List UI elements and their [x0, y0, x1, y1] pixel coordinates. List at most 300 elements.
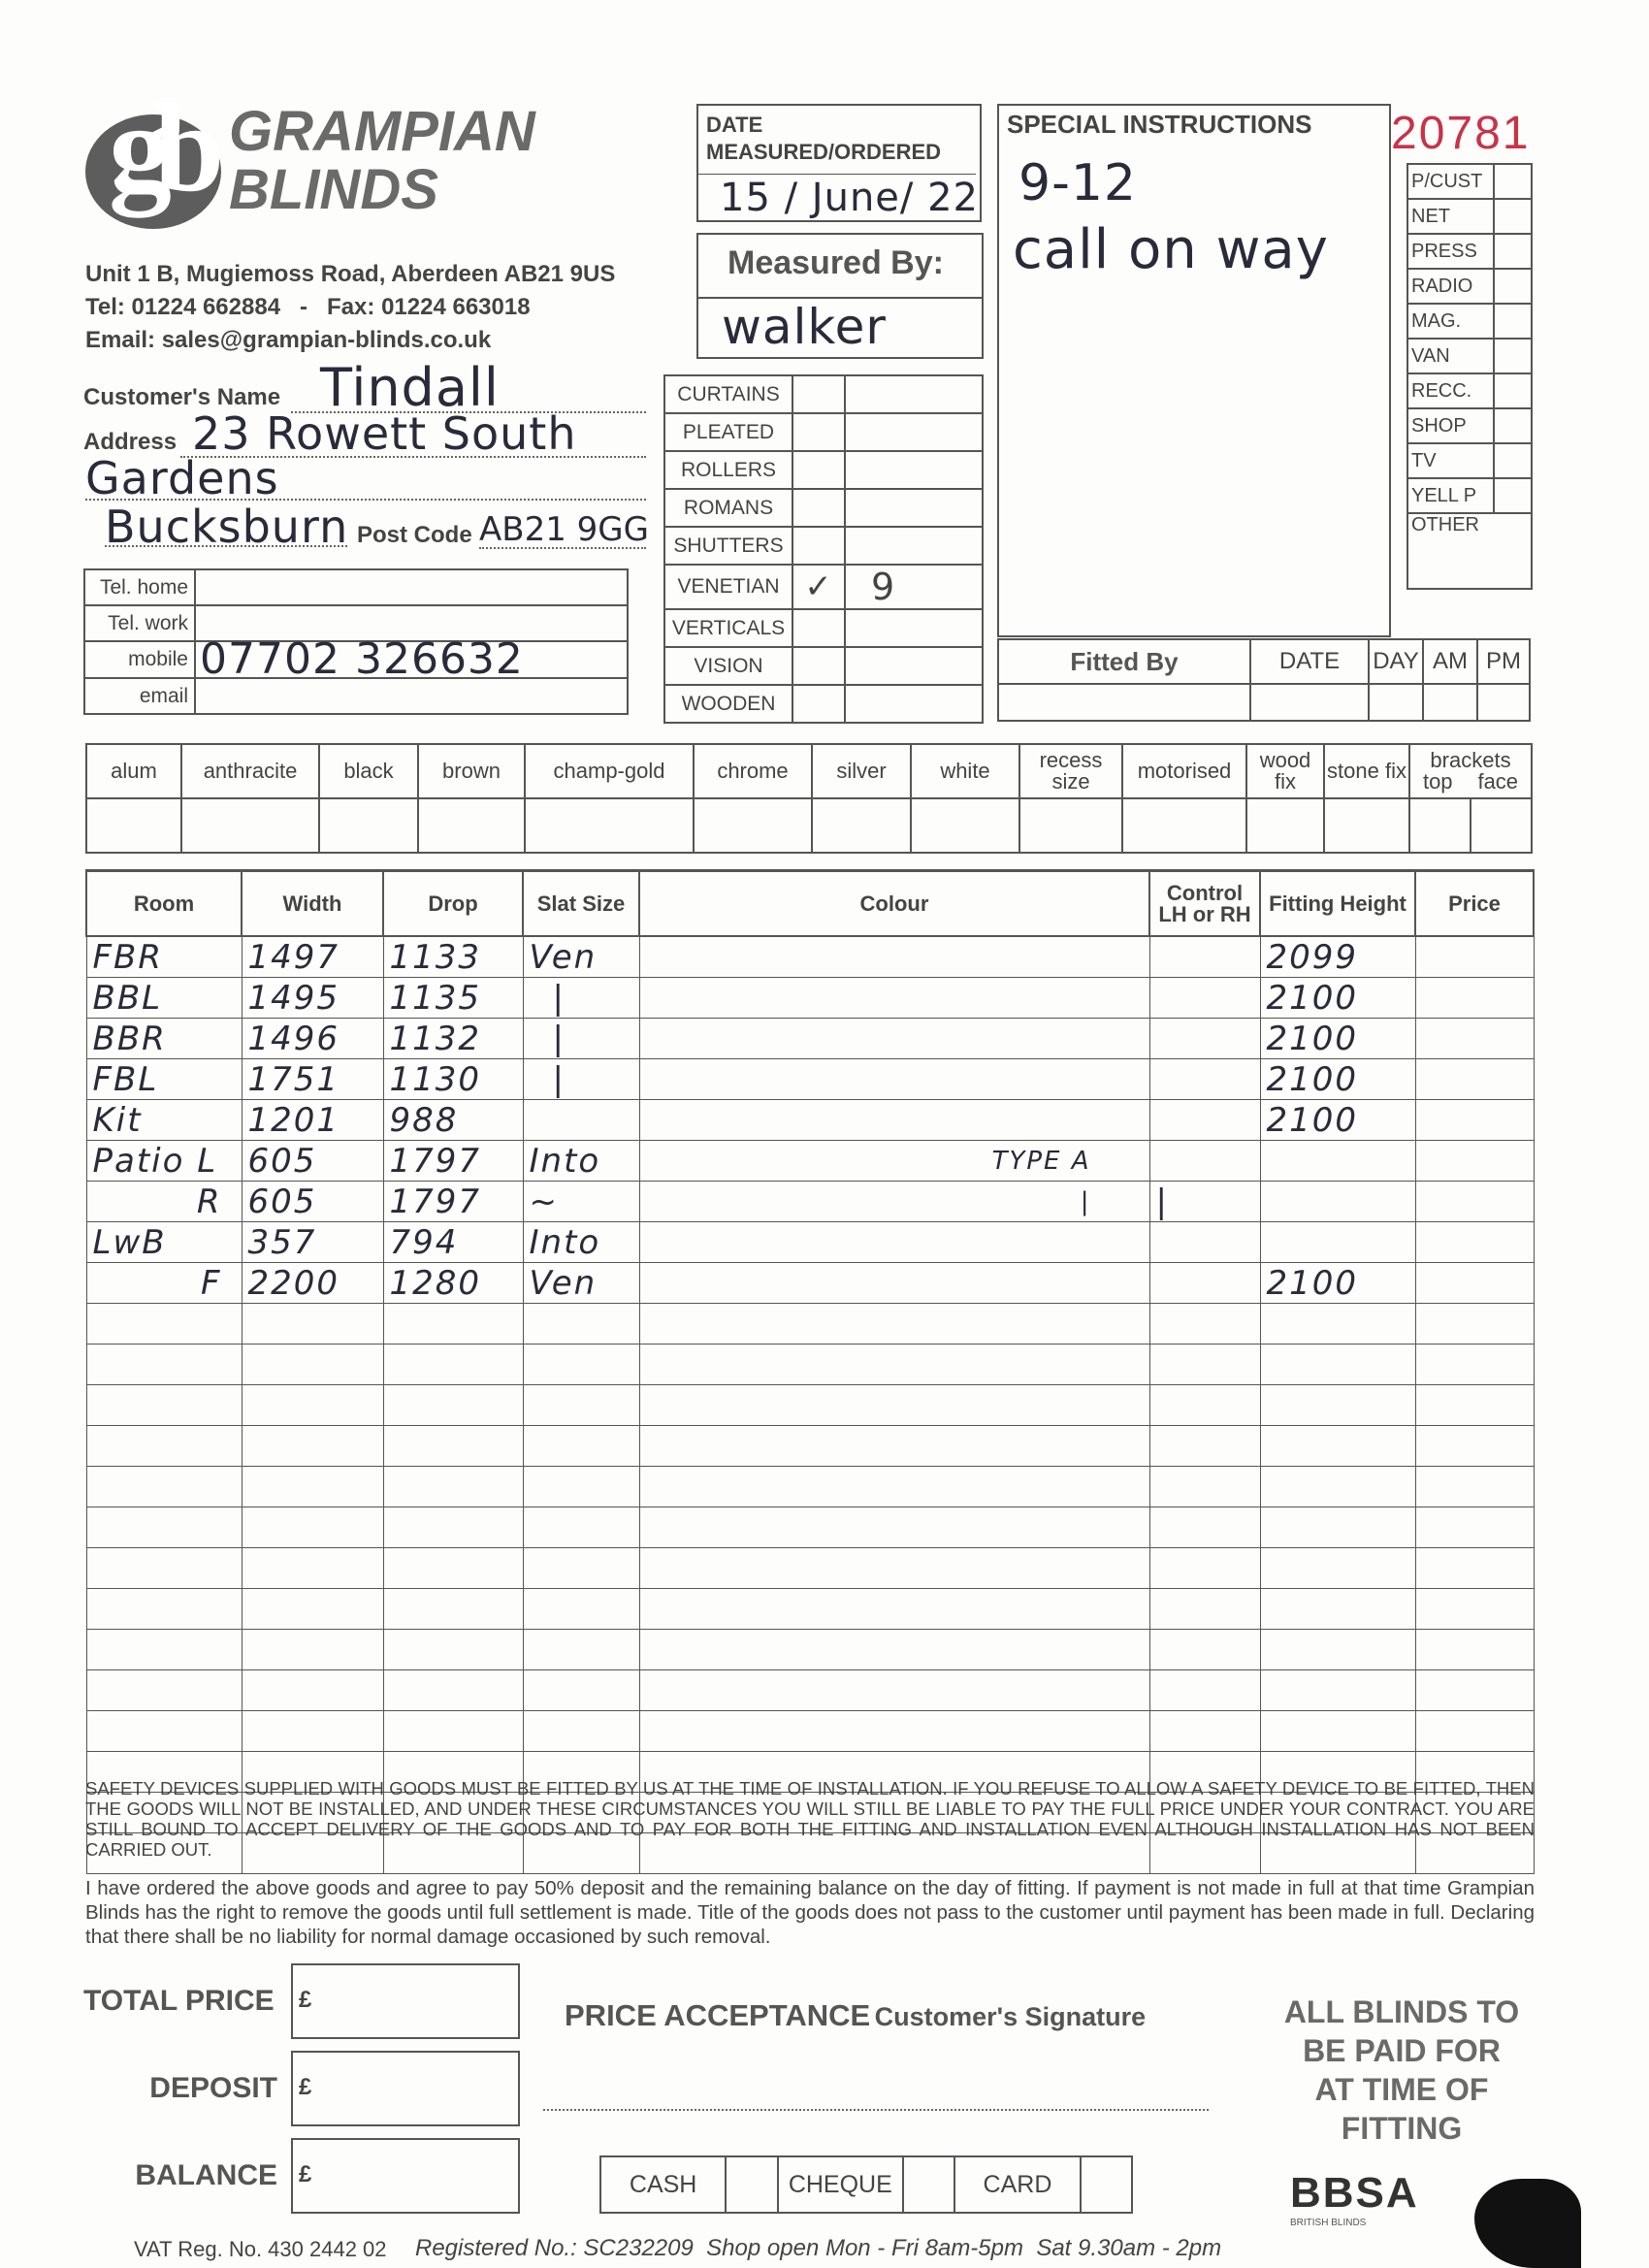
order-cell-room[interactable] — [86, 1385, 242, 1426]
total-currency: £ — [299, 1987, 312, 2013]
colour-option-label: chrome — [694, 744, 812, 798]
blind-type-tick[interactable] — [792, 375, 845, 413]
order-cell-slat[interactable]: Into — [523, 1141, 639, 1182]
order-row — [86, 1630, 1534, 1670]
order-cell-width[interactable]: 605 — [242, 1182, 383, 1222]
order-cell-colour[interactable] — [639, 1304, 1149, 1345]
order-row — [86, 1711, 1534, 1752]
order-cell-slat[interactable] — [523, 1385, 639, 1426]
order-cell-slat[interactable] — [523, 1100, 639, 1141]
order-cell-room[interactable]: Patio L — [86, 1141, 242, 1182]
order-cell-height[interactable]: 2099 — [1260, 936, 1415, 978]
order-cell-drop[interactable] — [383, 1426, 523, 1467]
order-cell-control[interactable] — [1149, 1630, 1260, 1670]
order-cell-slat[interactable] — [523, 1345, 639, 1385]
colour-option-label: stone fix — [1324, 744, 1409, 798]
source-row — [1407, 304, 1532, 339]
payment-method-checkbox[interactable] — [903, 2156, 954, 2213]
order-cell-colour[interactable] — [639, 1507, 1149, 1548]
order-cell-height[interactable] — [1260, 1711, 1415, 1752]
order-cell-height[interactable] — [1260, 1385, 1415, 1426]
order-cell-width[interactable]: 1497 — [242, 936, 383, 978]
order-cell-width[interactable] — [242, 1345, 383, 1385]
order-cell-height[interactable] — [1260, 1548, 1415, 1589]
colour-option-tick[interactable] — [1324, 798, 1409, 853]
order-cell-drop[interactable] — [383, 1548, 523, 1589]
order-cell-price[interactable] — [1415, 1019, 1534, 1059]
order-cell-room[interactable] — [86, 1711, 242, 1752]
order-cell-height[interactable] — [1260, 1670, 1415, 1711]
colour-option-tick[interactable] — [1246, 798, 1324, 853]
order-cell-price[interactable] — [1415, 1182, 1534, 1222]
order-cell-control[interactable] — [1149, 1507, 1260, 1548]
order-cell-room[interactable]: FBR — [86, 936, 242, 978]
order-cell-width[interactable] — [242, 1589, 383, 1630]
blind-type-row — [664, 451, 983, 489]
deposit-currency: £ — [299, 2074, 312, 2100]
order-cell-drop[interactable] — [383, 1711, 523, 1752]
logo-mark: gb — [109, 79, 208, 218]
order-cell-width[interactable]: 357 — [242, 1222, 383, 1263]
order-cell-slat[interactable] — [523, 1711, 639, 1752]
order-cell-height[interactable] — [1260, 1141, 1415, 1182]
colour-option-tick[interactable] — [1019, 798, 1122, 853]
colour-option-tick[interactable] — [525, 798, 694, 853]
notice-line-4: FITTING — [1341, 2111, 1463, 2146]
order-cell-room[interactable]: LwB — [86, 1222, 242, 1263]
fitted-day-value[interactable] — [1369, 684, 1423, 721]
order-cell-room[interactable] — [86, 1467, 242, 1507]
phone-label: mobile — [84, 641, 195, 678]
registered-info: Registered No.: SC232209 Shop open Mon - Fri 8am-5pm Sat 9.30am - 2pm — [415, 2235, 1222, 2261]
order-cell-height[interactable] — [1260, 1345, 1415, 1385]
colour-option-label: silver — [812, 744, 911, 798]
payment-method-label: CARD — [954, 2156, 1080, 2213]
order-cell-drop[interactable]: 1133 — [383, 936, 523, 978]
order-cell-width[interactable] — [242, 1385, 383, 1426]
date-label: DATE MEASURED/ORDERED — [706, 113, 942, 164]
deposit-box[interactable] — [291, 2051, 520, 2126]
order-cell-colour[interactable] — [639, 1670, 1149, 1711]
order-cell-colour[interactable] — [639, 1548, 1149, 1589]
order-cell-price[interactable] — [1415, 1100, 1534, 1141]
order-column-header: Colour — [639, 871, 1149, 937]
order-row — [86, 1548, 1534, 1589]
order-cell-control[interactable]: | — [1149, 1182, 1260, 1222]
order-cell-height[interactable] — [1260, 1426, 1415, 1467]
blind-type-label: PLEATED — [664, 413, 792, 451]
order-cell-slat[interactable] — [523, 1304, 639, 1345]
order-cell-control[interactable] — [1149, 1222, 1260, 1263]
order-cell-drop[interactable]: 1130 — [383, 1059, 523, 1100]
order-cell-height[interactable] — [1260, 1304, 1415, 1345]
order-cell-price[interactable] — [1415, 1304, 1534, 1345]
blind-type-row — [664, 647, 983, 685]
order-cell-colour[interactable] — [639, 1630, 1149, 1670]
order-table — [85, 869, 1535, 1874]
order-cell-drop[interactable]: 988 — [383, 1100, 523, 1141]
source-checkbox[interactable] — [1494, 164, 1532, 199]
special-instructions-line1[interactable]: 9-12 — [1018, 154, 1138, 212]
order-cell-control[interactable] — [1149, 1385, 1260, 1426]
blind-type-tick[interactable] — [792, 609, 845, 647]
order-cell-colour[interactable] — [639, 1711, 1149, 1752]
blind-type-row — [664, 375, 983, 413]
order-cell-width[interactable]: 1201 — [242, 1100, 383, 1141]
source-checkbox[interactable] — [1494, 269, 1532, 304]
order-cell-room[interactable] — [86, 1548, 242, 1589]
order-cell-drop[interactable] — [383, 1467, 523, 1507]
order-cell-room[interactable]: FBL — [86, 1059, 242, 1100]
order-cell-price[interactable] — [1415, 1589, 1534, 1630]
blind-type-qty[interactable] — [845, 451, 983, 489]
postcode-value[interactable]: AB21 9GG — [479, 510, 649, 549]
order-cell-slat[interactable] — [523, 1426, 639, 1467]
brackets-title: brackets — [1430, 748, 1511, 772]
order-cell-room[interactable] — [86, 1345, 242, 1385]
colour-option-tick[interactable] — [1122, 798, 1246, 853]
fitted-day-label: DAY — [1369, 639, 1423, 684]
order-cell-height[interactable] — [1260, 1182, 1415, 1222]
order-cell-control[interactable] — [1149, 1548, 1260, 1589]
order-cell-slat[interactable] — [523, 1507, 639, 1548]
order-cell-control[interactable] — [1149, 1141, 1260, 1182]
order-cell-control[interactable] — [1149, 1263, 1260, 1304]
blind-type-qty[interactable] — [845, 375, 983, 413]
order-cell-price[interactable] — [1415, 1385, 1534, 1426]
fitted-by-table — [997, 638, 1531, 722]
fitted-am-value[interactable] — [1423, 684, 1477, 721]
blind-type-tick[interactable] — [792, 685, 845, 723]
colour-option-tick[interactable] — [1409, 798, 1471, 853]
order-row — [86, 1141, 1534, 1182]
payment-methods — [599, 2155, 1133, 2214]
order-cell-colour[interactable]: | — [639, 1182, 1149, 1222]
payment-method-checkbox[interactable] — [1081, 2156, 1132, 2213]
colour-option-label: white — [911, 744, 1019, 798]
special-instructions-box — [997, 104, 1391, 637]
brackets-label — [1409, 744, 1532, 798]
colour-option-tick[interactable] — [911, 798, 1019, 853]
total-price-box[interactable] — [291, 1963, 520, 2039]
order-cell-price[interactable] — [1415, 1507, 1534, 1548]
order-cell-control[interactable] — [1149, 1711, 1260, 1752]
order-cell-control[interactable] — [1149, 936, 1260, 978]
source-checkbox[interactable] — [1494, 478, 1532, 513]
source-checkbox[interactable] — [1494, 304, 1532, 339]
blind-type-tick[interactable] — [792, 413, 845, 451]
order-cell-room[interactable] — [86, 1670, 242, 1711]
blind-type-label: SHUTTERS — [664, 527, 792, 565]
order-cell-price[interactable] — [1415, 1059, 1534, 1100]
order-cell-height[interactable]: 2100 — [1260, 978, 1415, 1019]
order-cell-width[interactable] — [242, 1467, 383, 1507]
order-cell-room[interactable] — [86, 1589, 242, 1630]
order-cell-control[interactable] — [1149, 1589, 1260, 1630]
order-cell-control[interactable] — [1149, 1670, 1260, 1711]
order-cell-control[interactable] — [1149, 1019, 1260, 1059]
order-cell-slat[interactable]: | — [523, 1019, 639, 1059]
source-checkbox[interactable] — [1494, 373, 1532, 408]
postcode-label: Post Code — [357, 522, 472, 548]
payment-method-label: CASH — [600, 2156, 726, 2213]
order-cell-colour[interactable] — [639, 978, 1149, 1019]
order-cell-width[interactable] — [242, 1548, 383, 1589]
order-cell-width[interactable]: 605 — [242, 1141, 383, 1182]
blind-type-qty[interactable] — [845, 413, 983, 451]
address-label: Address — [83, 429, 178, 455]
colour-option-label: black — [319, 744, 418, 798]
blind-type-label: ROLLERS — [664, 451, 792, 489]
order-cell-price[interactable] — [1415, 1345, 1534, 1385]
source-row — [1407, 373, 1532, 408]
order-cell-drop[interactable]: 1132 — [383, 1019, 523, 1059]
order-cell-room[interactable] — [86, 1426, 242, 1467]
blind-type-label: WOODEN — [664, 685, 792, 723]
source-row — [1407, 199, 1532, 234]
phone-value[interactable] — [195, 569, 628, 605]
order-cell-height[interactable] — [1260, 1507, 1415, 1548]
blind-type-label: ROMANS — [664, 489, 792, 527]
order-cell-room[interactable]: BBL — [86, 978, 242, 1019]
colour-option-tick[interactable] — [181, 798, 319, 853]
order-row — [86, 1222, 1534, 1263]
order-cell-drop[interactable]: 1135 — [383, 978, 523, 1019]
order-cell-price[interactable] — [1415, 1141, 1534, 1182]
order-cell-height[interactable] — [1260, 1589, 1415, 1630]
colour-option-tick[interactable] — [812, 798, 911, 853]
fitted-date-value[interactable] — [1250, 684, 1369, 721]
blind-type-tick[interactable] — [792, 451, 845, 489]
order-row — [86, 1345, 1534, 1385]
order-row — [86, 978, 1534, 1019]
order-cell-width[interactable]: 1495 — [242, 978, 383, 1019]
special-instructions-line2[interactable]: call on way — [1013, 218, 1329, 281]
colour-option-tick[interactable] — [1471, 798, 1532, 853]
order-cell-width[interactable] — [242, 1426, 383, 1467]
order-cell-slat[interactable]: ~ — [523, 1182, 639, 1222]
blind-type-qty[interactable]: 9 — [845, 565, 983, 609]
order-cell-colour[interactable] — [639, 1467, 1149, 1507]
order-cell-control[interactable] — [1149, 978, 1260, 1019]
order-cell-control[interactable] — [1149, 1426, 1260, 1467]
blind-type-label: VISION — [664, 647, 792, 685]
order-cell-slat[interactable]: Into — [523, 1222, 639, 1263]
order-cell-drop[interactable]: 1280 — [383, 1263, 523, 1304]
order-cell-slat[interactable]: | — [523, 1059, 639, 1100]
order-row — [86, 1385, 1534, 1426]
source-checkbox[interactable] — [1494, 234, 1532, 269]
notice-line-1: ALL BLINDS TO — [1283, 1994, 1520, 2029]
source-checkbox[interactable] — [1494, 199, 1532, 234]
order-cell-slat[interactable]: Ven — [523, 1263, 639, 1304]
blind-type-tick[interactable]: ✓ — [792, 565, 845, 609]
source-label: VAN — [1407, 339, 1494, 373]
order-cell-width[interactable] — [242, 1630, 383, 1670]
blind-type-row — [664, 685, 983, 723]
customer-name-label: Customer's Name — [83, 384, 281, 410]
order-cell-colour[interactable] — [639, 1426, 1149, 1467]
order-cell-price[interactable] — [1415, 1711, 1534, 1752]
measured-by-label: Measured By: — [728, 244, 944, 281]
order-cell-room[interactable]: Kit — [86, 1100, 242, 1141]
order-cell-colour[interactable] — [639, 1345, 1149, 1385]
payment-row — [600, 2156, 1132, 2213]
colour-option-tick[interactable] — [418, 798, 525, 853]
order-cell-colour[interactable] — [639, 1059, 1149, 1100]
order-cell-price[interactable] — [1415, 1670, 1534, 1711]
order-cell-room[interactable] — [86, 1630, 242, 1670]
order-cell-price[interactable] — [1415, 936, 1534, 978]
order-cell-price[interactable] — [1415, 978, 1534, 1019]
order-cell-slat[interactable] — [523, 1467, 639, 1507]
order-cell-control[interactable] — [1149, 1059, 1260, 1100]
order-cell-height[interactable] — [1260, 1222, 1415, 1263]
order-cell-width[interactable]: 2200 — [242, 1263, 383, 1304]
order-cell-drop[interactable] — [383, 1507, 523, 1548]
order-cell-price[interactable] — [1415, 1630, 1534, 1670]
blind-type-label: VERTICALS — [664, 609, 792, 647]
company-phone: Tel: 01224 662884 - Fax: 01224 663018 — [85, 294, 531, 320]
order-cell-control[interactable] — [1149, 1304, 1260, 1345]
blind-type-tick[interactable] — [792, 527, 845, 565]
fitted-by-value[interactable] — [998, 684, 1250, 721]
order-cell-control[interactable] — [1149, 1467, 1260, 1507]
order-cell-room[interactable] — [86, 1304, 242, 1345]
order-cell-drop[interactable] — [383, 1345, 523, 1385]
blind-type-tick[interactable] — [792, 489, 845, 527]
order-cell-room[interactable]: F — [86, 1263, 242, 1304]
order-cell-colour[interactable] — [639, 1589, 1149, 1630]
order-cell-width[interactable] — [242, 1507, 383, 1548]
company-name — [229, 100, 535, 221]
special-instructions-label: SPECIAL INSTRUCTIONS — [1007, 110, 1312, 139]
blind-type-tick[interactable] — [792, 647, 845, 685]
order-cell-slat[interactable]: | — [523, 978, 639, 1019]
blind-type-row — [664, 527, 983, 565]
address-value-3[interactable]: Bucksburn — [105, 501, 349, 553]
source-label: RADIO — [1407, 269, 1494, 304]
order-cell-slat[interactable] — [523, 1589, 639, 1630]
blind-type-qty[interactable] — [845, 609, 983, 647]
signature-line[interactable] — [543, 2109, 1209, 2111]
order-header-row — [86, 871, 1534, 937]
order-cell-colour[interactable] — [639, 1263, 1149, 1304]
order-row — [86, 1670, 1534, 1711]
order-cell-control[interactable] — [1149, 1100, 1260, 1141]
order-cell-height[interactable]: 2100 — [1260, 1019, 1415, 1059]
order-cell-width[interactable]: 1496 — [242, 1019, 383, 1059]
order-column-header: Drop — [383, 871, 523, 937]
order-cell-width[interactable] — [242, 1711, 383, 1752]
fitted-pm-value[interactable] — [1477, 684, 1530, 721]
order-cell-drop[interactable]: 1797 — [383, 1182, 523, 1222]
bracket-top-label: top — [1422, 769, 1453, 794]
order-cell-price[interactable] — [1415, 1548, 1534, 1589]
order-cell-room[interactable]: BBR — [86, 1019, 242, 1059]
order-row — [86, 1263, 1534, 1304]
phone-row — [84, 569, 628, 605]
order-cell-price[interactable] — [1415, 1222, 1534, 1263]
source-row — [1407, 443, 1532, 478]
colour-option-tick[interactable] — [86, 798, 181, 853]
source-checkbox[interactable] — [1494, 443, 1532, 478]
blind-type-qty[interactable] — [845, 489, 983, 527]
order-cell-colour[interactable] — [639, 1222, 1149, 1263]
order-cell-width[interactable] — [242, 1304, 383, 1345]
order-cell-drop[interactable] — [383, 1589, 523, 1630]
balance-box[interactable] — [291, 2138, 520, 2214]
blind-type-row — [664, 609, 983, 647]
order-cell-height[interactable] — [1260, 1630, 1415, 1670]
order-cell-price[interactable] — [1415, 1467, 1534, 1507]
blind-type-qty[interactable] — [845, 647, 983, 685]
order-cell-colour[interactable] — [639, 1385, 1149, 1426]
order-cell-price[interactable] — [1415, 1426, 1534, 1467]
order-column-header: Fitting Height — [1260, 871, 1415, 937]
order-cell-colour[interactable] — [639, 1019, 1149, 1059]
colour-option-tick[interactable] — [694, 798, 812, 853]
phone-value[interactable]: 07702 326632 — [195, 641, 628, 678]
price-acceptance — [565, 1998, 1146, 2033]
source-checkbox[interactable] — [1494, 339, 1532, 373]
order-cell-price[interactable] — [1415, 1263, 1534, 1304]
source-label: NET — [1407, 199, 1494, 234]
deposit-label: DEPOSIT — [149, 2072, 277, 2104]
order-cell-height[interactable]: 2100 — [1260, 1263, 1415, 1304]
order-cell-control[interactable] — [1149, 1345, 1260, 1385]
order-cell-drop[interactable] — [383, 1670, 523, 1711]
customer-name[interactable]: Tindall — [320, 357, 500, 418]
order-cell-height[interactable] — [1260, 1467, 1415, 1507]
order-cell-slat[interactable] — [523, 1630, 639, 1670]
source-label: PRESS — [1407, 234, 1494, 269]
order-cell-height[interactable]: 2100 — [1260, 1059, 1415, 1100]
blind-type-qty[interactable] — [845, 685, 983, 723]
order-cell-colour[interactable]: TYPE A — [639, 1141, 1149, 1182]
order-cell-room[interactable] — [86, 1507, 242, 1548]
order-cell-drop[interactable] — [383, 1385, 523, 1426]
colour-option-tick[interactable] — [319, 798, 418, 853]
order-cell-drop[interactable]: 794 — [383, 1222, 523, 1263]
order-cell-colour[interactable] — [639, 1100, 1149, 1141]
blind-types-table — [663, 374, 984, 724]
address-value-1[interactable]: 23 Rowett South — [192, 407, 577, 460]
date-value[interactable]: 15 / June/ 22 — [720, 176, 980, 220]
order-cell-colour[interactable] — [639, 936, 1149, 978]
order-cell-height[interactable]: 2100 — [1260, 1100, 1415, 1141]
order-cell-drop[interactable]: 1797 — [383, 1141, 523, 1182]
colour-option-label: champ-gold — [525, 744, 694, 798]
order-cell-slat[interactable]: Ven — [523, 936, 639, 978]
measured-by-value[interactable]: walker — [722, 299, 887, 355]
payment-notice — [1251, 1993, 1552, 2148]
colour-tick-row — [86, 798, 1532, 853]
fitted-by-label: Fitted By — [998, 639, 1250, 684]
blind-type-qty[interactable] — [845, 527, 983, 565]
payment-method-checkbox[interactable] — [726, 2156, 777, 2213]
order-cell-slat[interactable] — [523, 1548, 639, 1589]
order-cell-drop[interactable] — [383, 1630, 523, 1670]
order-cell-width[interactable] — [242, 1670, 383, 1711]
address-value-2[interactable]: Gardens — [85, 452, 279, 504]
order-cell-slat[interactable] — [523, 1670, 639, 1711]
order-cell-room[interactable]: R — [86, 1182, 242, 1222]
order-cell-drop[interactable] — [383, 1304, 523, 1345]
source-checkbox[interactable] — [1494, 408, 1532, 443]
order-cell-width[interactable]: 1751 — [242, 1059, 383, 1100]
source-label: TV — [1407, 443, 1494, 478]
